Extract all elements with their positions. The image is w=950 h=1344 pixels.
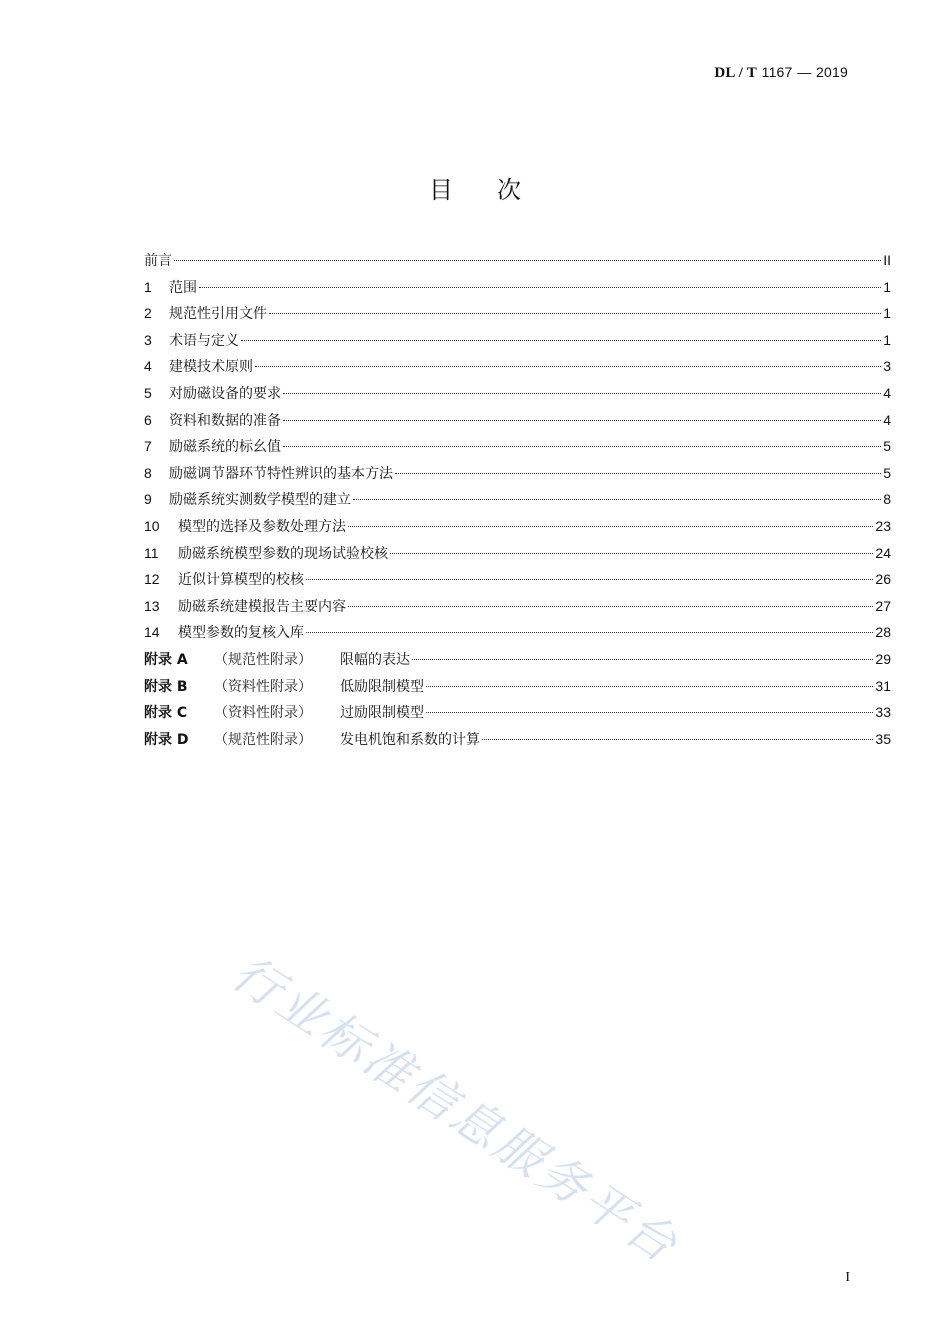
toc-entry[interactable] [144,619,891,646]
toc-appendix-entry[interactable] [144,726,891,753]
toc-entry-page: 8 [883,491,891,508]
appendix-kind: （资料性附录） [214,705,312,722]
dot-leader [306,579,873,580]
toc-entry-number: 11 [144,544,159,561]
appendix-label: 过励限制模型 [340,705,424,722]
toc-entry[interactable] [144,353,891,380]
dot-leader [283,420,881,421]
page-title: 目次 [429,176,565,204]
toc-entry-number: 9 [144,491,152,508]
toc-entry-page: 3 [883,358,891,375]
toc-entry-label: 近似计算模型的校核 [178,572,304,589]
toc-entry-label: 建模技术原则 [169,359,253,376]
dot-leader [390,553,873,554]
page-number: I [845,1270,850,1285]
appendix-kind: （规范性附录） [214,731,312,748]
standard-dash: — [797,64,812,80]
dot-leader [353,499,881,500]
toc-entry[interactable] [144,566,891,593]
dot-leader [395,473,881,474]
toc-entry[interactable] [144,540,891,567]
appendix-page: 35 [875,730,891,747]
toc-entry-page: 5 [883,464,891,481]
toc-entry-page: II [883,252,891,268]
toc-entry-number: 8 [144,464,152,481]
toc-entry-page: 27 [875,597,891,614]
toc-entry-page: 4 [883,384,891,401]
toc-entry-page: 28 [875,624,891,641]
toc-entry-number: 1 [144,278,152,295]
appendix-label: 限幅的表达 [340,651,410,668]
dot-leader [348,606,873,607]
dot-leader [283,446,881,447]
appendix-kind: （资料性附录） [214,678,312,695]
toc-entry-label: 模型参数的复核入库 [178,625,304,642]
dot-leader [241,340,881,341]
toc-entry-number: 10 [144,517,160,534]
toc-entry-label: 励磁系统实测数学模型的建立 [169,492,351,509]
toc-entry-label: 规范性引用文件 [169,306,267,323]
toc-entry-page: 1 [883,278,891,295]
table-of-contents [144,247,891,752]
toc-entry-number: 4 [144,358,152,375]
toc-entry[interactable] [144,513,891,540]
toc-entry-label: 励磁系统模型参数的现场试验校核 [178,545,388,562]
appendix-label: 低励限制模型 [340,678,424,695]
appendix-id: 附录 D [144,731,189,748]
appendix-page: 33 [875,704,891,721]
toc-entry[interactable] [144,593,891,620]
dot-leader [199,287,881,288]
appendix-page: 31 [875,677,891,694]
appendix-id: 附录 C [144,705,188,722]
toc-entry[interactable] [144,327,891,354]
dot-leader [174,260,881,261]
toc-entry[interactable] [144,407,891,434]
toc-entry-label: 术语与定义 [169,332,239,349]
dot-leader [306,632,873,633]
watermark: 行业标准信息服务平台 [222,944,689,1275]
toc-appendix-entry[interactable] [144,646,891,673]
toc-entry-number: 14 [144,624,160,641]
toc-entry-page: 23 [875,517,891,534]
toc-entry-label: 励磁系统建模报告主要内容 [178,598,346,615]
toc-entry-label: 模型的选择及参数处理方法 [178,518,346,535]
toc-appendix-entry[interactable] [144,673,891,700]
toc-entry-number: 5 [144,384,152,401]
appendix-page: 29 [875,650,891,667]
dot-leader [412,659,873,660]
dot-leader [255,366,881,367]
dot-leader [283,393,881,394]
standard-number [714,64,848,82]
appendix-kind: （规范性附录） [214,651,312,668]
toc-entry-label: 范围 [169,279,197,296]
toc-entry-page: 4 [883,411,891,428]
toc-entry-label: 对励磁设备的要求 [169,385,281,402]
toc-entry-number: 13 [144,597,160,614]
appendix-id: 附录 B [144,678,188,695]
toc-entry-label: 前言 [144,253,172,269]
toc-entry-number: 7 [144,438,152,455]
toc-entry-page: 5 [883,438,891,455]
toc-entry-label: 资料和数据的准备 [169,412,281,429]
toc-entry-page: 24 [875,544,891,561]
dot-leader [482,739,873,740]
toc-entry-page: 1 [883,331,891,348]
standard-year: 2019 [816,64,848,80]
toc-appendix-entry[interactable] [144,699,891,726]
toc-entry-page: 26 [875,571,891,588]
toc-entry-number: 2 [144,305,152,322]
toc-entry-number: 12 [144,571,160,588]
toc-entry-label: 励磁系统的标幺值 [169,439,281,456]
toc-entry[interactable] [144,300,891,327]
dot-leader [426,686,873,687]
dot-leader [348,526,873,527]
toc-entry-number: 3 [144,331,152,348]
toc-entry[interactable] [144,274,891,301]
standard-code: 1167 [761,64,793,80]
toc-entry[interactable] [144,460,891,487]
dot-leader [269,313,881,314]
toc-entry-page: 1 [883,305,891,322]
toc-entry-number: 6 [144,411,152,428]
dot-leader [426,712,873,713]
toc-entry[interactable] [144,380,891,407]
toc-entry[interactable] [144,486,891,513]
toc-entry[interactable] [144,247,891,274]
toc-entry-label: 励磁调节器环节特性辨识的基本方法 [169,465,393,482]
toc-entry[interactable] [144,433,891,460]
appendix-label: 发电机饱和系数的计算 [340,731,480,748]
standard-prefix: DL / T [714,65,757,81]
appendix-id: 附录 A [144,651,188,668]
